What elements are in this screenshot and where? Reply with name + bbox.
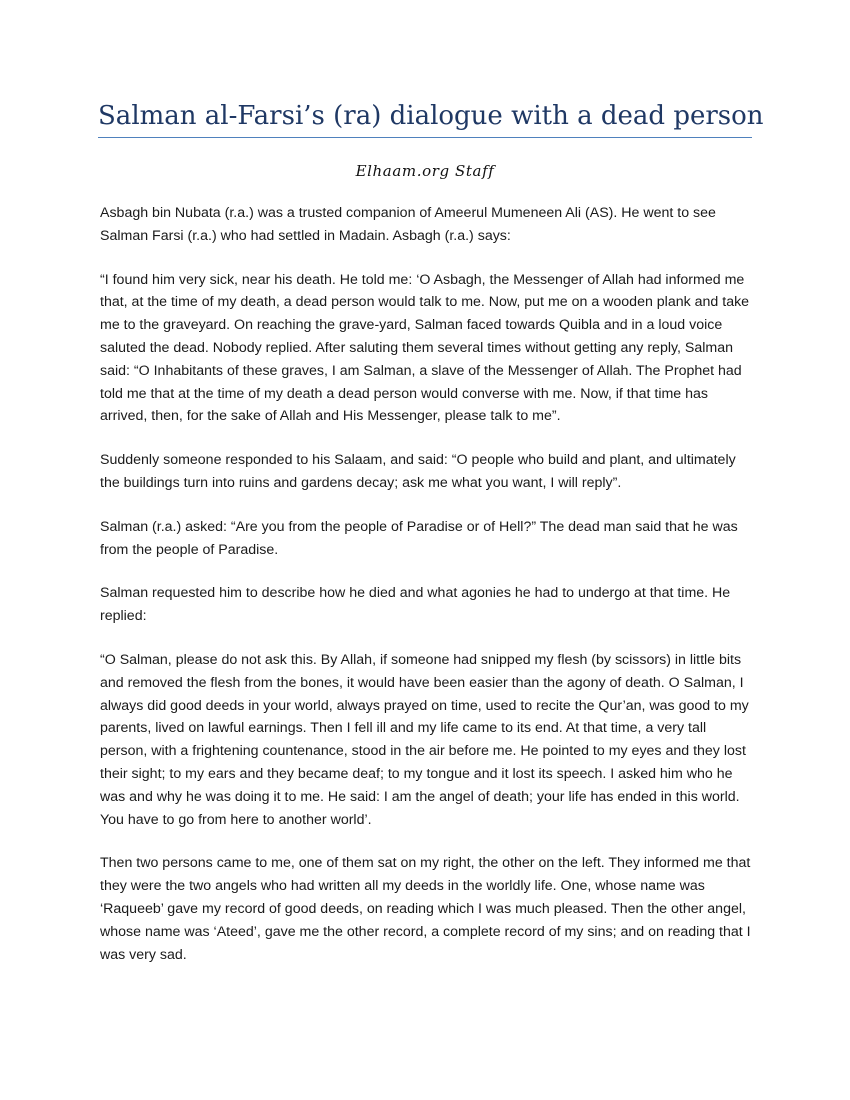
body-paragraph: Asbagh bin Nubata (r.a.) was a trusted companion of Ameerul Mumeneen Ali (AS). He went to see Salman Farsi (r.a.) who had settled in Madain. Asbagh (r.a.) says: [100,205,716,244]
body-paragraph: “O Salman, please do not ask this. By Allah, if someone had snipped my flesh (by scissors) in little bits and removed the flesh from the bones, it would have been easier than the agony of death. O Salman, I always did good deeds in your world, always prayed on time, used to recite the Qur’an, was good to my parents, lived on lawful earnings. Then I fell ill and my life came to its end. At that time, a very tall person, with a frightening countenance, stood in the air before me. He pointed to my eyes and they lost their sight; to my ears and they became deaf; to my tongue and it lost its speech. I asked him who he was and why he was doing it to me. He said: I am the angel of death; your life has ended in this world. You have to go from here to another world’. [100,651,749,828]
body-paragraph: “I found him very sick, near his death. He told me: ‘O Asbagh, the Messenger of Allah had informed me that, at the time of my death, a dead person would talk to me. Now, put me on a wooden plank and take me to the graveyard. On reaching the grave-yard, Salman faced towards Quibla and in a loud voice saluted the dead. Nobody replied. After saluting them several times without getting any reply, Salman said: “O Inhabitants of these graves, I am Salman, a slave of the Messenger of Allah. The Prophet had told me that at the time of my death a dead person would converse with me. Now, if that time has arrived, then, for the sake of Allah and His Messenger, please talk to me”. [100,271,750,425]
body-paragraph: Salman (r.a.) asked: “Are you from the people of Paradise or of Hell?” The dead man said that he was from the people of Paradise. [100,518,738,558]
body-paragraph: Suddenly someone responded to his Salaam, and said: “O people who build and plant, and ultimately the buildings turn into ruins and gardens decay; ask me what you want, I will reply”. [100,452,736,491]
document-author: Elhaam.org Staff [355,162,495,180]
body-paragraph: Then two persons came to me, one of them sat on my right, the other on the left. They informed me that they were the two angels who had written all my deeds in the worldly life. One, whose name was ‘Raqueeb’ gave my record of good deeds, on reading which I was much pleased. Then the other angel, whose name was ‘Ateed’, gave me the other record, a complete record of my sins; and on reading that I was very sad. [100,855,751,963]
body-paragraph: Salman requested him to describe how he died and what agonies he had to undergo at that time. He replied: [100,585,731,625]
title-underline-rule [98,137,752,138]
document-title: Salman al-Farsi’s (ra) dialogue with a dead person [98,101,764,131]
document-body [100,202,752,966]
